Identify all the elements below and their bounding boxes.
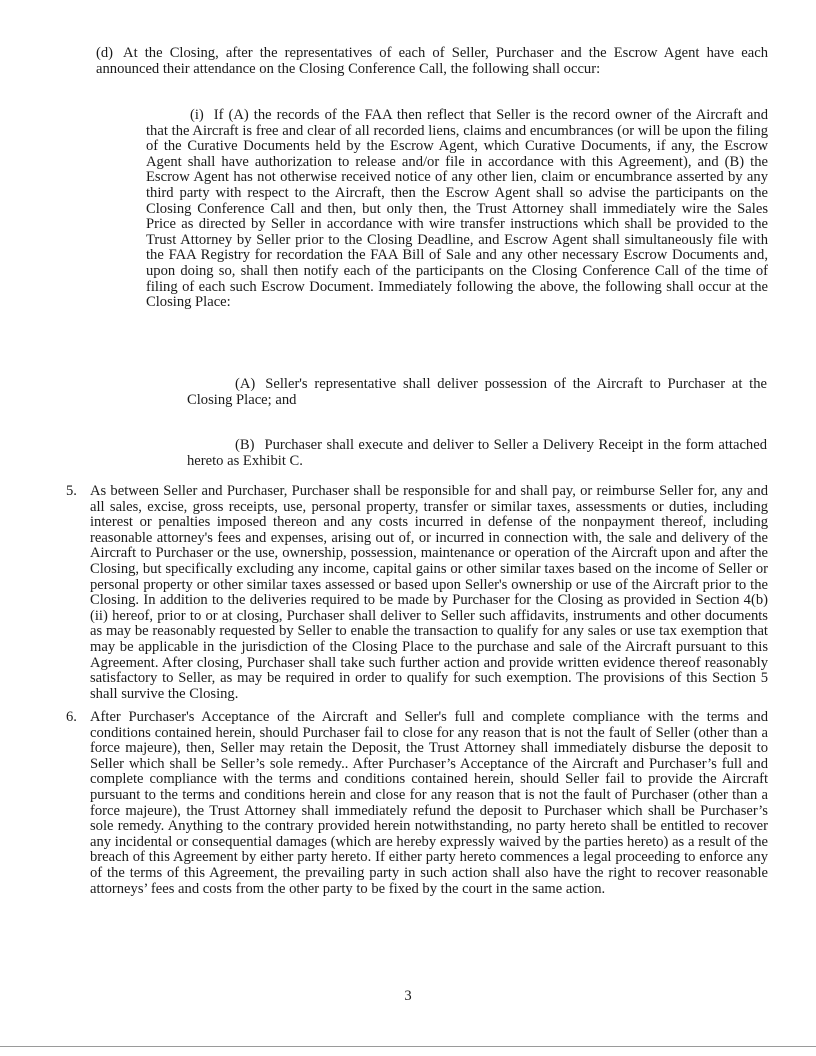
section-d-i-b-paragraph — [187, 438, 767, 469]
section-d-i-text: If (A) the records of the FAA then reflect that Seller is the record owner of the Aircraft and that the Aircraft is free and clear of all recorded liens, claims and encumbrances (or will be upon the filing of the Curative Documents held by the Escrow Agent, which Curative Documents, if any, the Escrow Agent shall have authorization to release and/or file in accordance with this Agreement), and (B) the Escrow Agent has not otherwise received notice of any other lien, claim or encumbrance asserted by any third party with respect to the Aircraft, then the Escrow Agent shall so advise the participants on the Closing Conference Call and then, but only then, the Trust Attorney shall immediately wire the Sales Price as directed by Seller in accordance with wire transfer instructions which shall be provided to the Trust Attorney by Seller prior to the Closing Deadline, and Escrow Agent shall simultaneously file with the FAA Registry for recordation the FAA Bill of Sale and any other necessary Escrow Documents and, upon doing so, shall then notify each of the participants on the Closing Conference Call of the time of filing of each such Escrow Document. Immediately following the above, the following shall occur at the Closing Place: — [146, 107, 768, 311]
section-d-text: At the Closing, after the representatives of each of Seller, Purchaser and the Escrow Agent have each announced their attendance on the Closing Conference Call, the following shall occur: — [96, 45, 768, 77]
section-5-text: As between Seller and Purchaser, Purchaser shall be responsible for and shall pay, or reimburse Seller for, any and all sales, excise, gross receipts, use, personal property, transfer or similar taxes, assessments or duties, including interest or penalties imposed thereon and any costs incurred in defense of the nonpayment thereof, including reasonable attorney's fees and expenses, arising out of, or incurred in connection with, the sale and delivery of the Aircraft to Purchaser or the use, ownership, possession, maintenance or operation of the Aircraft upon and after the Closing, but specifically excluding any income, capital gains or other similar taxes based on the income of Seller or personal property or other similar taxes assessed or based upon Seller's ownership or use of the Aircraft prior to the Closing. In addition to the deliveries required to be made by Purchaser for the Closing as provided in Section 4(b)(ii) hereof, prior to or at closing, Purchaser shall deliver to Seller such affidavits, instruments and other documents as may be reasonably requested by Seller to enable the transaction to qualify for any sales or use tax exemption that may be applicable in the jurisdiction of the Closing Place to the purchase and sale of the Aircraft pursuant to this Agreement. After closing, Purchaser shall take such further action and provide written evidence thereof reasonably satisfactory to Seller, as may be required in order to qualify for such exemption. The provisions of this Section 5 shall survive the Closing. — [90, 483, 768, 702]
section-d-i-a-text: Seller's representative shall deliver possession of the Aircraft to Purchaser at the Closing Place; and — [187, 376, 767, 408]
section-d-paragraph — [96, 46, 768, 77]
section-6-number: 6. — [66, 709, 77, 725]
section-d-i-a-paragraph — [187, 377, 767, 408]
section-6-text: After Purchaser's Acceptance of the Aircraft and Seller's full and complete compliance with the terms and conditions contained herein, should Purchaser fail to close for any reason that is not the fault of Seller (other than a force majeure), then, Seller may retain the Deposit, the Trust Attorney shall immediately disburse the deposit to Seller which shall be Seller’s sole remedy.. After Purchaser’s Acceptance of the Aircraft and Purchaser’s full and complete compliance with the terms and conditions contained herein, should Seller fail to provide the Aircraft pursuant to the terms and conditions herein and close for any reason that is not the fault of Purchaser (other than a force majeure), the Trust Attorney shall immediately refund the deposit to Purchaser which shall be Purchaser’s sole remedy. Anything to the contrary provided herein notwithstanding, no party hereto shall be entitled to recover any incidental or consequential damages (which are hereby expressly waived by the parties hereto) as a result of the breach of this Agreement by either party hereto. If either party hereto commences a legal proceeding to enforce any of the terms of this Agreement, the prevailing party in such action shall also have the right to recover reasonable attorneys’ fees and costs from the other party to be fixed by the court in the same action. — [90, 709, 768, 897]
section-d-label: (d) — [96, 45, 114, 61]
section-d-i-b-text: Purchaser shall execute and deliver to Seller a Delivery Receipt in the form attached hereto as Exhibit C. — [187, 437, 767, 469]
section-d-i-b-label: (B) — [235, 437, 255, 453]
section-d-i-label: (i) — [190, 107, 204, 123]
page-number: 3 — [404, 988, 412, 1004]
section-5-number: 5. — [66, 483, 77, 499]
section-d-i-paragraph — [146, 108, 768, 311]
page-bottom-rule — [0, 1046, 816, 1047]
section-d-i-a-label: (A) — [235, 376, 256, 392]
